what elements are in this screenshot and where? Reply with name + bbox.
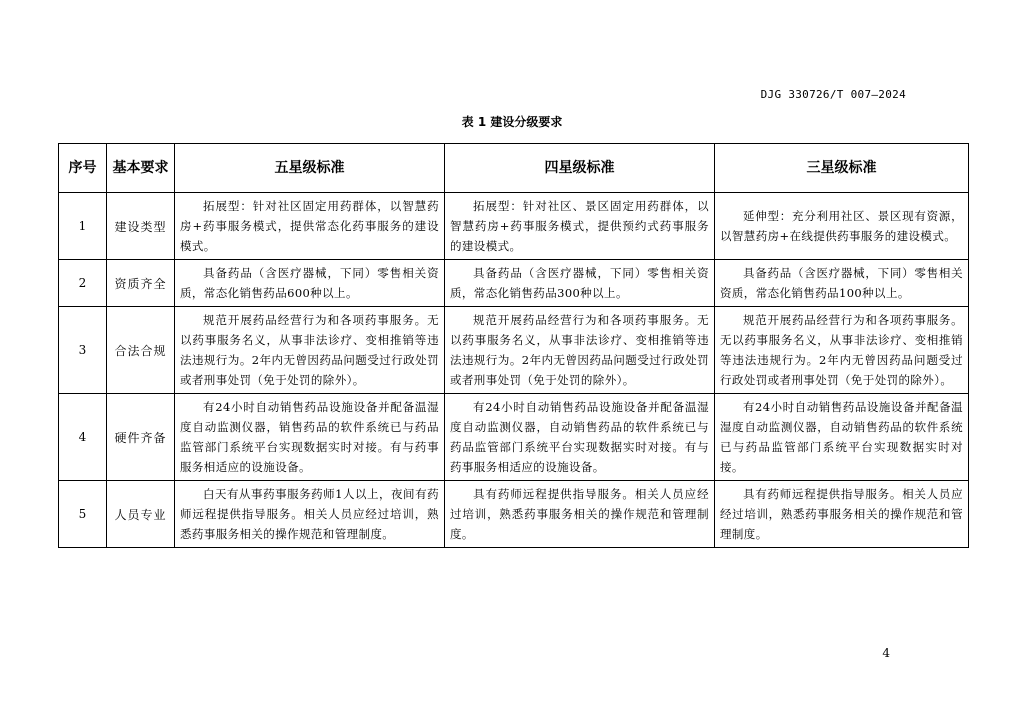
table-row xyxy=(59,481,969,548)
three-star-standard: 延伸型：充分利用社区、景区现有资源，以智慧药房+在线提供药事服务的建设模式。 xyxy=(715,193,969,260)
table-row xyxy=(59,193,969,260)
table-header-row xyxy=(59,144,969,193)
col-header-requirement: 基本要求 xyxy=(107,144,175,193)
three-star-standard: 有24小时自动销售药品设施设备并配备温湿度自动监测仪器，自动销售药品的软件系统已与药品监管部门系统平台实现数据实时对接。 xyxy=(715,394,969,481)
five-star-standard: 具备药品（含医疗器械，下同）零售相关资质，常态化销售药品600种以上。 xyxy=(175,260,445,307)
three-star-standard: 规范开展药品经营行为和各项药事服务。无以药事服务名义，从事非法诊疗、变相推销等违法违规行为。2年内无曾因药品问题受过行政处罚或者刑事处罚（免于处罚的除外）。 xyxy=(715,307,969,394)
five-star-standard: 规范开展药品经营行为和各项药事服务。无以药事服务名义，从事非法诊疗、变相推销等违法违规行为。2年内无曾因药品问题受过行政处罚或者刑事处罚（免于处罚的除外）。 xyxy=(175,307,445,394)
five-star-standard: 白天有从事药事服务药师1人以上，夜间有药师远程提供指导服务。相关人员应经过培训，熟悉药事服务相关的操作规范和管理制度。 xyxy=(175,481,445,548)
requirement-name: 人员专业 xyxy=(107,481,175,548)
requirement-name: 资质齐全 xyxy=(107,260,175,307)
four-star-standard: 具备药品（含医疗器械，下同）零售相关资质，常态化销售药品300种以上。 xyxy=(445,260,715,307)
row-number: 2 xyxy=(59,260,107,307)
requirement-name: 建设类型 xyxy=(107,193,175,260)
table-title: 表 1 建设分级要求 xyxy=(461,115,563,129)
four-star-standard: 拓展型：针对社区、景区固定用药群体，以智慧药房+药事服务模式，提供预约式药事服务的建设模式。 xyxy=(445,193,715,260)
row-number: 3 xyxy=(59,307,107,394)
four-star-standard: 有24小时自动销售药品设施设备并配备温湿度自动监测仪器，自动销售药品的软件系统已与药品监管部门系统平台实现数据实时对接。有与药事服务相适应的设施设备。 xyxy=(445,394,715,481)
three-star-standard: 具有药师远程提供指导服务。相关人员应经过培训，熟悉药事服务相关的操作规范和管理制度。 xyxy=(715,481,969,548)
requirement-name: 合法合规 xyxy=(107,307,175,394)
requirement-name: 硬件齐备 xyxy=(107,394,175,481)
five-star-standard: 有24小时自动销售药品设施设备并配备温湿度自动监测仪器，销售药品的软件系统已与药品监管部门系统平台实现数据实时对接。有与药事服务相适应的设施设备。 xyxy=(175,394,445,481)
table-row xyxy=(59,307,969,394)
four-star-standard: 具有药师远程提供指导服务。相关人员应经过培训，熟悉药事服务相关的操作规范和管理制度。 xyxy=(445,481,715,548)
five-star-standard: 拓展型：针对社区固定用药群体，以智慧药房+药事服务模式，提供常态化药事服务的建设模式。 xyxy=(175,193,445,260)
three-star-standard: 具备药品（含医疗器械，下同）零售相关资质，常态化销售药品100种以上。 xyxy=(715,260,969,307)
row-number: 5 xyxy=(59,481,107,548)
col-header-no: 序号 xyxy=(59,144,107,193)
table-row xyxy=(59,260,969,307)
row-number: 1 xyxy=(59,193,107,260)
col-header-five-star: 五星级标准 xyxy=(175,144,445,193)
row-number: 4 xyxy=(59,394,107,481)
table-row xyxy=(59,394,969,481)
requirements-table xyxy=(58,143,969,548)
col-header-three-star: 三星级标准 xyxy=(715,144,969,193)
page-number: 4 xyxy=(882,646,890,660)
four-star-standard: 规范开展药品经营行为和各项药事服务。无以药事服务名义，从事非法诊疗、变相推销等违法违规行为。2年内无曾因药品问题受过行政处罚或者刑事处罚（免于处罚的除外）。 xyxy=(445,307,715,394)
document-code: DJG 330726/T 007—2024 xyxy=(760,88,906,101)
col-header-four-star: 四星级标准 xyxy=(445,144,715,193)
